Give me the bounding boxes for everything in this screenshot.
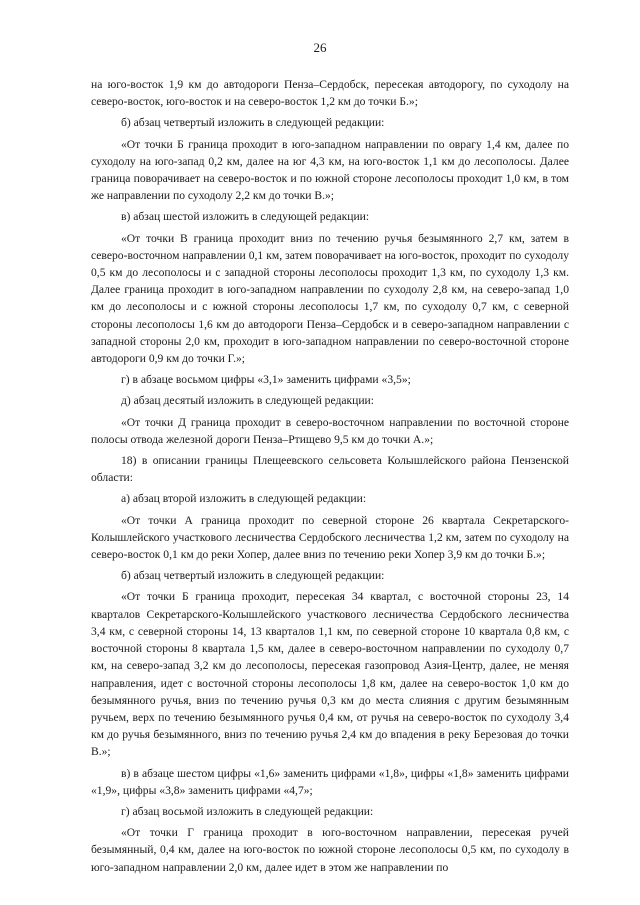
paragraph: «От точки В граница проходит вниз по течению ручья безымянного 2,7 км, затем в северо-восточном направлении 0,1 км, затем поворачивает на юго-восток, проходит по суходолу 0,5 км до лесополосы и с западной стороны лесополосы проходит 1,3 км, по суходолу 1,3 км. Далее граница проходит в юго-западном направлении по суходолу 2,8 км, на северо-запад 1,0 км до лесополосы и с южной стороны лесополосы 1,7 км, по суходолу 0,7 км, с северной стороны лесополосы 1,6 км до автодороги Пенза–Сердобск и в северо-западном направлении с западной стороны 2,0 км, проходит в юго-западном направлении по северо-восточной стороне автодороги 0,9 км до точки Г.»; — [91, 231, 569, 366]
paragraph: «От точки Г граница проходит в юго-восточном направлении, пересекая ручей безымянный, 0,4 км, далее на юго-восток по южной стороне лесополосы 0,5 км, по суходолу в юго-западном направлении 2,0 км, далее идет в этом же направлении по — [91, 826, 569, 874]
paragraph: в) в абзаце шестом цифры «1,6» заменить цифрами «1,8», цифры «1,8» заменить цифрами «1,9», цифры «3,8» заменить цифрами «4,7»; — [91, 766, 569, 797]
paragraph: «От точки Д граница проходит в северо-восточном направлении по восточной стороне полосы отвода железной дороги Пенза–Ртищево 9,5 км до точки А.»; — [91, 415, 569, 446]
paragraph: 18) в описании границы Плещеевского сельсовета Колышлейского района Пензенской области: — [91, 454, 569, 485]
paragraph: г) в абзаце восьмом цифры «3,1» заменить цифрами «3,5»; — [121, 373, 411, 387]
page-number: 26 — [313, 40, 327, 55]
paragraph: д) абзац десятый изложить в следующей редакции: — [121, 394, 374, 408]
paragraph: б) абзац четвертый изложить в следующей редакции: — [121, 569, 385, 583]
document-body — [91, 76, 569, 876]
paragraph: «От точки Б граница проходит, пересекая 34 квартал, с восточной стороны 23, 14 кварталов Секретарского-Колышлейского участкового лесничества Сердобского лесничества 3,4 км, с северной стороны 14, 13 кварталов 1,1 км, по северной стороне 10 квартала 0,8 км, с восточной стороны 8 квартала 1,5 км, далее в северо-восточном направлении по суходолу 0,7 км, на северо-запад 3,2 км до лесополосы, пересекая газопровод Азия-Центр, далее, не меняя направления, идет с восточной стороны лесополосы 1,8 км, далее на северо-восток 1,0 км до безымянного ручья, вниз по течению ручья 0,3 км до места слияния с другим безымянным ручьем, верх по течению безымянного ручья 0,4 км, от ручья на северо-восток по суходолу 3,4 км до ручья безымянного, вниз по течению ручья 2,4 км до впадения в реку Березовая до точки В.»; — [91, 590, 569, 759]
paragraph: «От точки Б граница проходит в юго-западном направлении по оврагу 1,4 км, далее по суходолу на юго-запад 0,2 км, далее на юг 4,3 км, на юго-восток 1,1 км до лесополосы. Далее граница поворачивает на северо-восток и по южной стороне лесополосы проходит 1,0 км, в том же направлении по суходолу 2,2 км до точки В.»; — [91, 137, 569, 203]
paragraph: на юго-восток 1,9 км до автодороги Пенза–Сердобск, пересекая автодорогу, по суходолу на северо-восток, юго-восток и на северо-восток 1,2 км до точки Б.»; — [91, 78, 569, 109]
paragraph: в) абзац шестой изложить в следующей редакции: — [121, 210, 370, 224]
paragraph: г) абзац восьмой изложить в следующей редакции: — [121, 804, 374, 818]
paragraph: б) абзац четвертый изложить в следующей редакции: — [121, 116, 385, 130]
paragraph: «От точки А граница проходит по северной стороне 26 квартала Секретарского-Колышлейского участкового лесничества Сердобского лесничества 1,2 км, затем по суходолу на северо-восток 0,1 км до реки Хопер, далее вниз по течению реки Хопер 3,9 км до точки Б.»; — [91, 513, 569, 562]
paragraph: а) абзац второй изложить в следующей редакции: — [121, 492, 367, 506]
